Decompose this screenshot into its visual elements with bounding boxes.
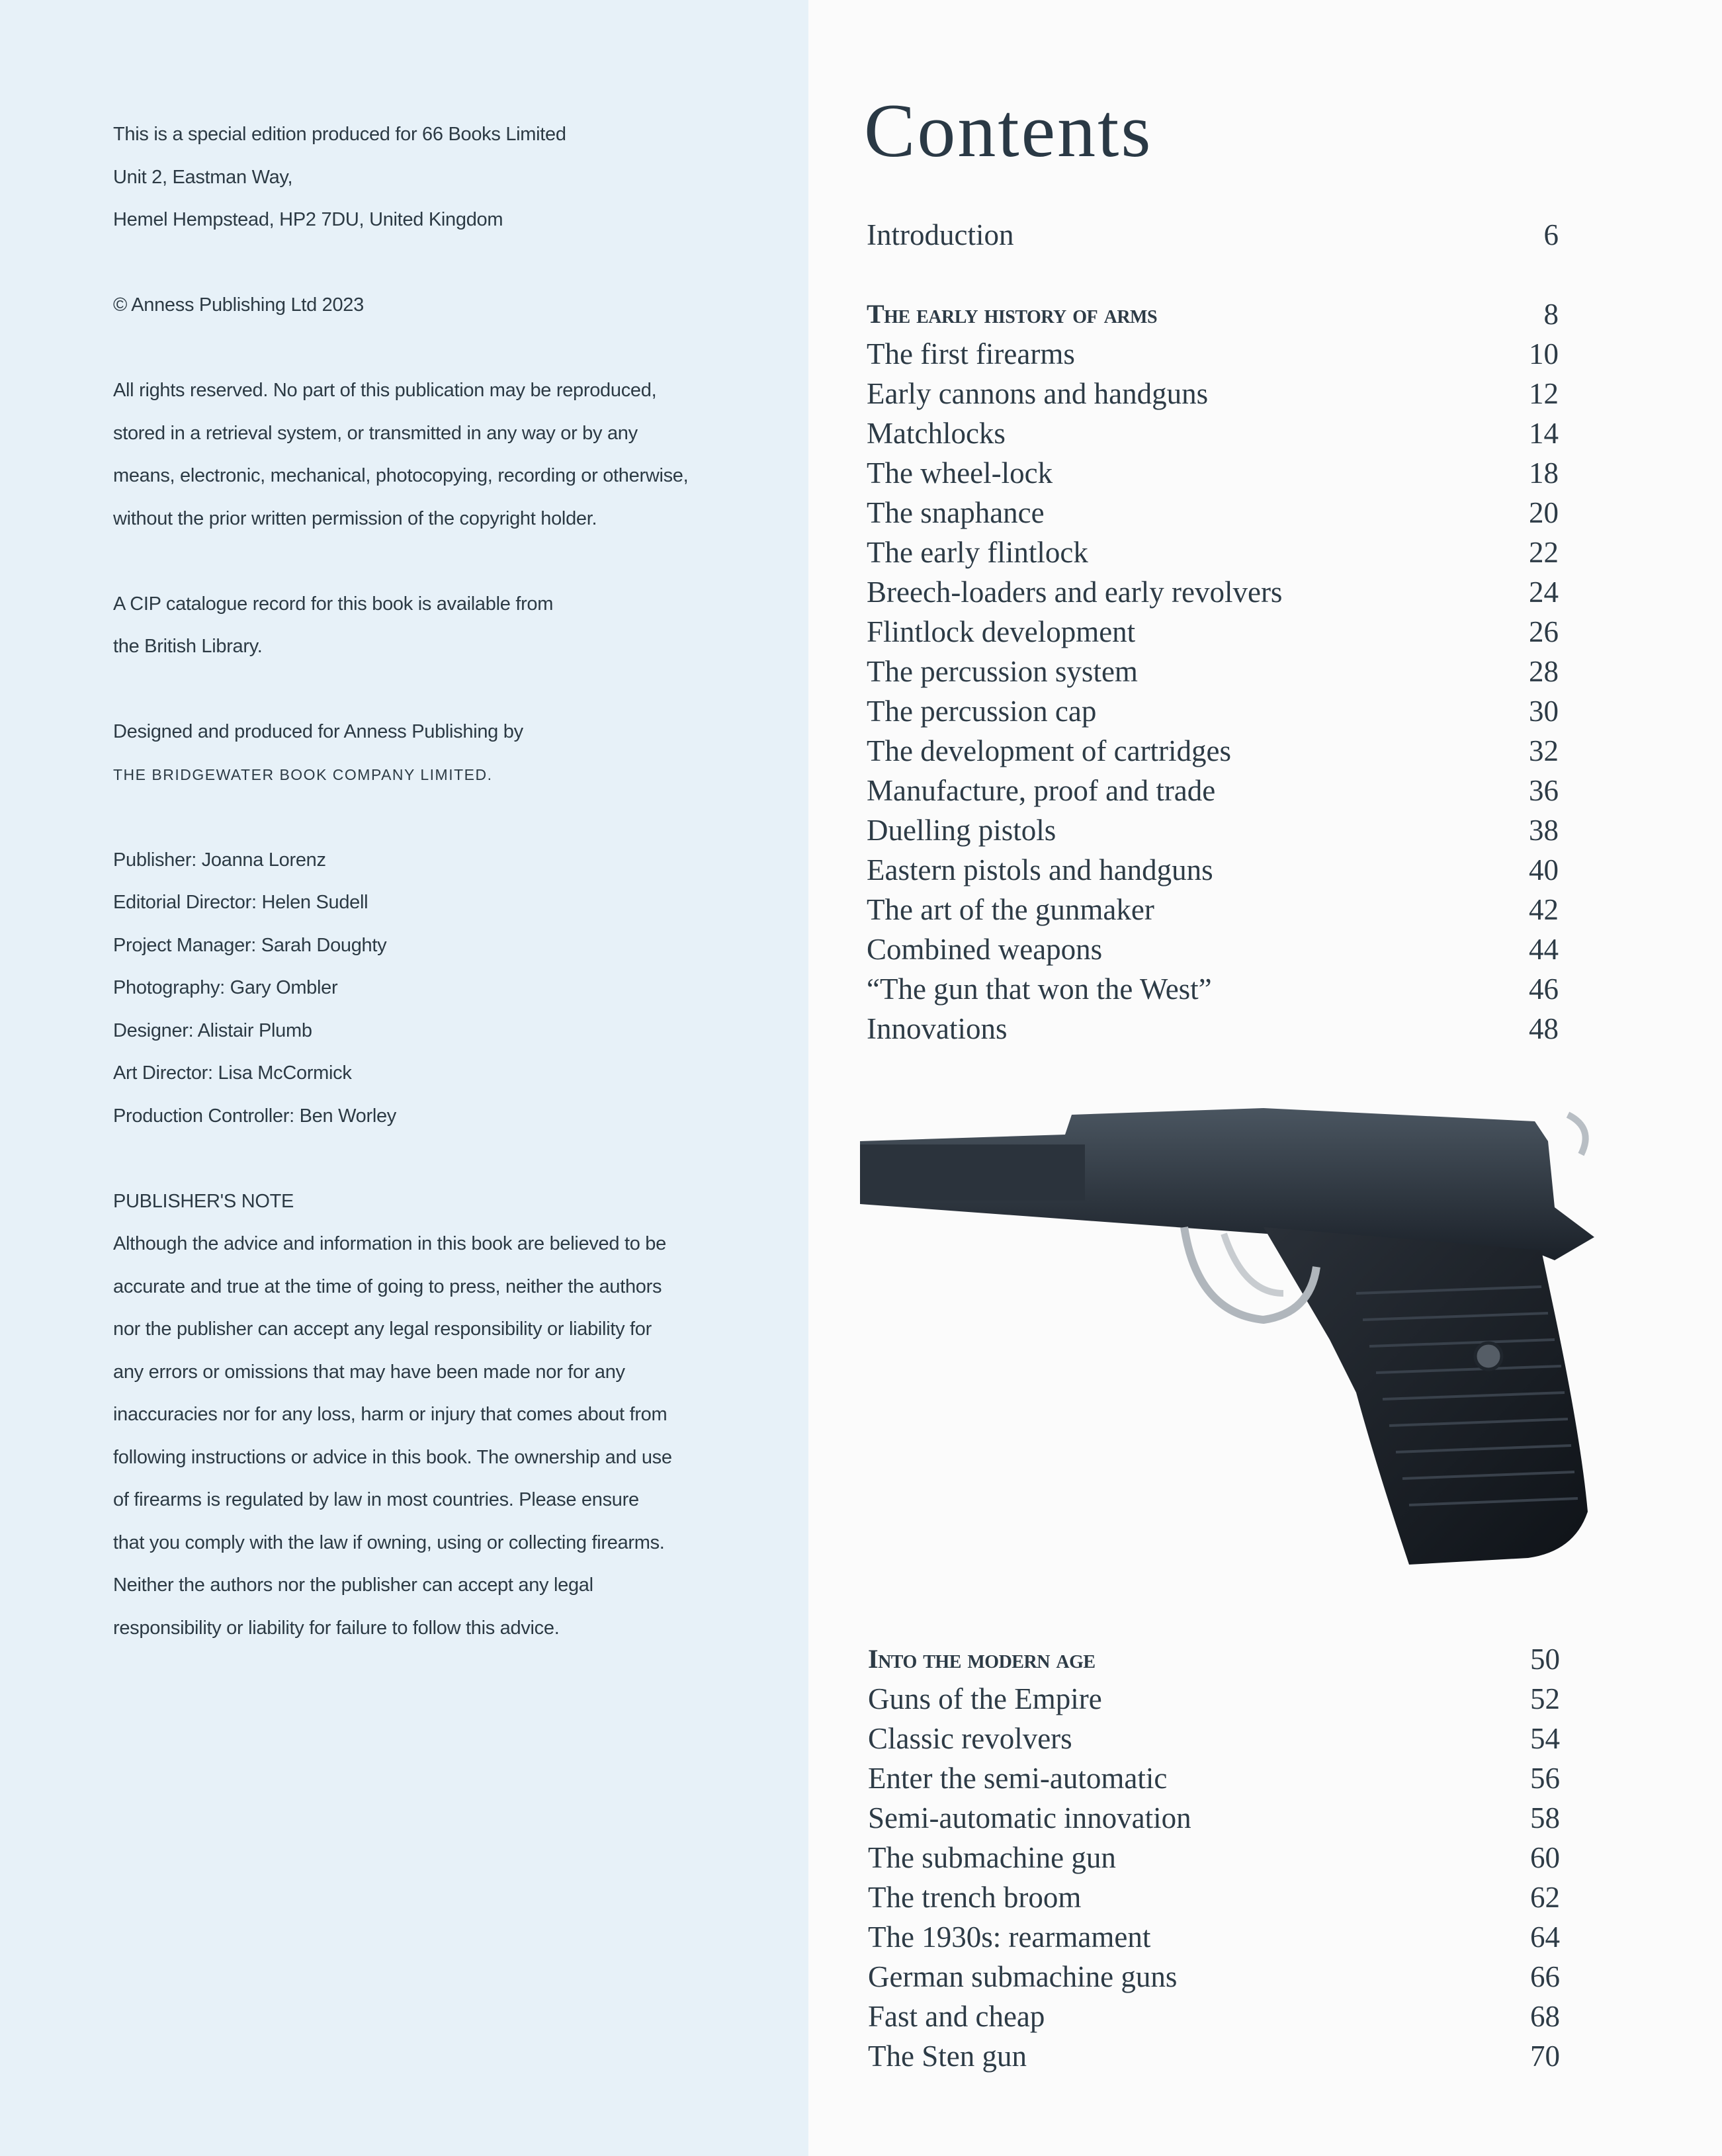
- toc-entry: [868, 1758, 1560, 1798]
- toc-section-1: [867, 215, 1559, 1049]
- toc-entry: [867, 691, 1559, 731]
- imprint-line: means, electronic, mechanical, photocopying, recording or otherwise,: [113, 465, 689, 486]
- imprint-line: A CIP catalogue record for this book is available from: [113, 593, 554, 615]
- toc-page: 52: [1530, 1682, 1560, 1715]
- toc-label: Into the modern age: [868, 1644, 1096, 1674]
- toc-label: The 1930s: rearmament: [868, 1920, 1151, 1954]
- toc-label: The art of the gunmaker: [867, 893, 1154, 926]
- toc-page: 22: [1529, 536, 1559, 569]
- publishers-note-heading: PUBLISHER'S NOTE: [113, 1190, 294, 1212]
- toc-entry: [867, 969, 1559, 1009]
- note-line: Although the advice and information in this book are believed to be: [113, 1233, 666, 1254]
- toc-label: Fast and cheap: [868, 2000, 1045, 2033]
- toc-label: The trench broom: [868, 1881, 1082, 1914]
- toc-page: 62: [1530, 1881, 1560, 1914]
- toc-label: Semi-automatic innovation: [868, 1801, 1191, 1834]
- toc-entry: [868, 1838, 1560, 1877]
- pistol-photo: [853, 1095, 1594, 1588]
- toc-label: The percussion cap: [867, 695, 1097, 728]
- toc-label: Flintlock development: [867, 615, 1136, 648]
- toc-page: 56: [1530, 1762, 1560, 1795]
- toc-label: The early history of arms: [867, 299, 1158, 329]
- toc-entry: [867, 612, 1559, 652]
- toc-label: The percussion system: [867, 655, 1138, 688]
- toc-entry: [867, 929, 1559, 969]
- toc-label: The Sten gun: [868, 2040, 1027, 2073]
- toc-page: 46: [1529, 972, 1559, 1006]
- toc-label: Breech-loaders and early revolvers: [867, 576, 1283, 609]
- toc-page: 12: [1529, 377, 1559, 410]
- toc-label: The wheel-lock: [867, 456, 1053, 490]
- credit-line: Photography: Gary Ombler: [113, 977, 338, 998]
- toc-label: Eastern pistols and handguns: [867, 853, 1213, 886]
- imprint-line: This is a special edition produced for 66 Books Limited: [113, 124, 566, 145]
- toc-page: 58: [1530, 1801, 1560, 1834]
- toc-section-heading: [868, 1639, 1560, 1679]
- note-line: responsibility or liability for failure to follow this advice.: [113, 1617, 560, 1639]
- imprint-line: without the prior written permission of the copyright holder.: [113, 507, 597, 529]
- toc-section-2: [868, 1639, 1560, 2076]
- imprint-line: Designed and produced for Anness Publishing by: [113, 721, 523, 742]
- toc-page: 36: [1529, 774, 1559, 807]
- note-line: accurate and true at the time of going to press, neither the authors: [113, 1275, 662, 1297]
- imprint-line: All rights reserved. No part of this publication may be reproduced,: [113, 380, 657, 401]
- toc-label: Manufacture, proof and trade: [867, 774, 1216, 807]
- toc-page: 6: [1543, 218, 1559, 251]
- toc-label: German submachine guns: [868, 1960, 1178, 1993]
- toc-page: 48: [1529, 1012, 1559, 1045]
- toc-entry: [867, 890, 1559, 929]
- page-title: Contents: [864, 89, 1153, 173]
- toc-section-heading: [867, 294, 1559, 334]
- toc-entry: [867, 453, 1559, 493]
- credit-line: Publisher: Joanna Lorenz: [113, 849, 326, 871]
- toc-page: 42: [1529, 893, 1559, 926]
- toc-page: 32: [1529, 734, 1559, 767]
- toc-label: Matchlocks: [867, 417, 1006, 450]
- imprint-line: Unit 2, Eastman Way,: [113, 166, 293, 188]
- imprint-line: the British Library.: [113, 636, 263, 657]
- toc-label: Classic revolvers: [868, 1722, 1072, 1755]
- credit-line: Production Controller: Ben Worley: [113, 1105, 396, 1127]
- toc-page: 20: [1529, 496, 1559, 529]
- toc-label: Duelling pistols: [867, 814, 1056, 847]
- toc-entry: [868, 1957, 1560, 1997]
- toc-entry: [867, 413, 1559, 453]
- toc-label: The early flintlock: [867, 536, 1088, 569]
- toc-entry: [867, 493, 1559, 533]
- toc-entry: [868, 1719, 1560, 1758]
- toc-page: 26: [1529, 615, 1559, 648]
- note-line: nor the publisher can accept any legal responsibility or liability for: [113, 1318, 652, 1340]
- toc-entry: [867, 572, 1559, 612]
- toc-page: 54: [1530, 1722, 1560, 1755]
- toc-label: The snaphance: [867, 496, 1045, 529]
- note-line: Neither the authors nor the publisher can accept any legal: [113, 1574, 593, 1596]
- copyright-line: © Anness Publishing Ltd 2023: [113, 294, 364, 316]
- credit-line: Art Director: Lisa McCormick: [113, 1062, 352, 1084]
- toc-label: Early cannons and handguns: [867, 377, 1209, 410]
- note-line: inaccuracies nor for any loss, harm or injury that comes about from: [113, 1404, 667, 1425]
- toc-page: 40: [1529, 853, 1559, 886]
- toc-entry: [868, 1997, 1560, 2036]
- toc-entry: [867, 810, 1559, 850]
- toc-entry: [868, 1917, 1560, 1957]
- toc-label: The development of cartridges: [867, 734, 1232, 767]
- toc-page: 64: [1530, 1920, 1560, 1954]
- toc-label: Guns of the Empire: [868, 1682, 1102, 1715]
- toc-page: 24: [1529, 576, 1559, 609]
- toc-entry: [867, 731, 1559, 771]
- toc-label: Introduction: [867, 218, 1014, 251]
- toc-page: 44: [1529, 933, 1559, 966]
- toc-page: 50: [1530, 1643, 1560, 1676]
- toc-label: “The gun that won the West”: [867, 972, 1212, 1006]
- toc-page: 70: [1530, 2040, 1560, 2073]
- toc-entry: [868, 2036, 1560, 2076]
- toc-entry: [868, 1877, 1560, 1917]
- toc-entry: [867, 850, 1559, 890]
- toc-page: 10: [1529, 337, 1559, 370]
- note-line: following instructions or advice in this book. The ownership and use: [113, 1446, 672, 1468]
- imprint-text: [113, 113, 788, 1649]
- toc-page: 60: [1530, 1841, 1560, 1874]
- credit-line: Project Manager: Sarah Doughty: [113, 934, 387, 956]
- note-line: that you comply with the law if owning, using or collecting firearms.: [113, 1531, 665, 1553]
- toc-page: 28: [1529, 655, 1559, 688]
- toc-label: The first firearms: [867, 337, 1075, 370]
- toc-label: Combined weapons: [867, 933, 1103, 966]
- toc-entry: [867, 533, 1559, 572]
- credit-line: Designer: Alistair Plumb: [113, 1019, 312, 1041]
- imprint-line: stored in a retrieval system, or transmitted in any way or by any: [113, 422, 638, 444]
- note-line: any errors or omissions that may have been made nor for any: [113, 1361, 625, 1383]
- toc-page: 66: [1530, 1960, 1560, 1993]
- toc-page: 8: [1543, 298, 1559, 331]
- credit-line: Editorial Director: Helen Sudell: [113, 892, 368, 913]
- toc-entry: [867, 374, 1559, 413]
- toc-page: 38: [1529, 814, 1559, 847]
- toc-label: Enter the semi-automatic: [868, 1762, 1168, 1795]
- toc-label: Innovations: [867, 1012, 1008, 1045]
- toc-entry: [868, 1798, 1560, 1838]
- toc-page: 18: [1529, 456, 1559, 490]
- toc-label: The submachine gun: [868, 1841, 1116, 1874]
- imprint-line: Hemel Hempstead, HP2 7DU, United Kingdom: [113, 209, 503, 230]
- imprint-line: THE BRIDGEWATER BOOK COMPANY LIMITED.: [113, 765, 493, 783]
- toc-page: 68: [1530, 2000, 1560, 2033]
- toc-entry: [867, 771, 1559, 810]
- toc-entry-introduction: [867, 215, 1559, 255]
- toc-page: 14: [1529, 417, 1559, 450]
- toc-entry: [867, 652, 1559, 691]
- toc-page: 30: [1529, 695, 1559, 728]
- toc-entry: [867, 1009, 1559, 1049]
- toc-entry: [867, 334, 1559, 374]
- note-line: of firearms is regulated by law in most countries. Please ensure: [113, 1489, 639, 1510]
- toc-entry: [868, 1679, 1560, 1719]
